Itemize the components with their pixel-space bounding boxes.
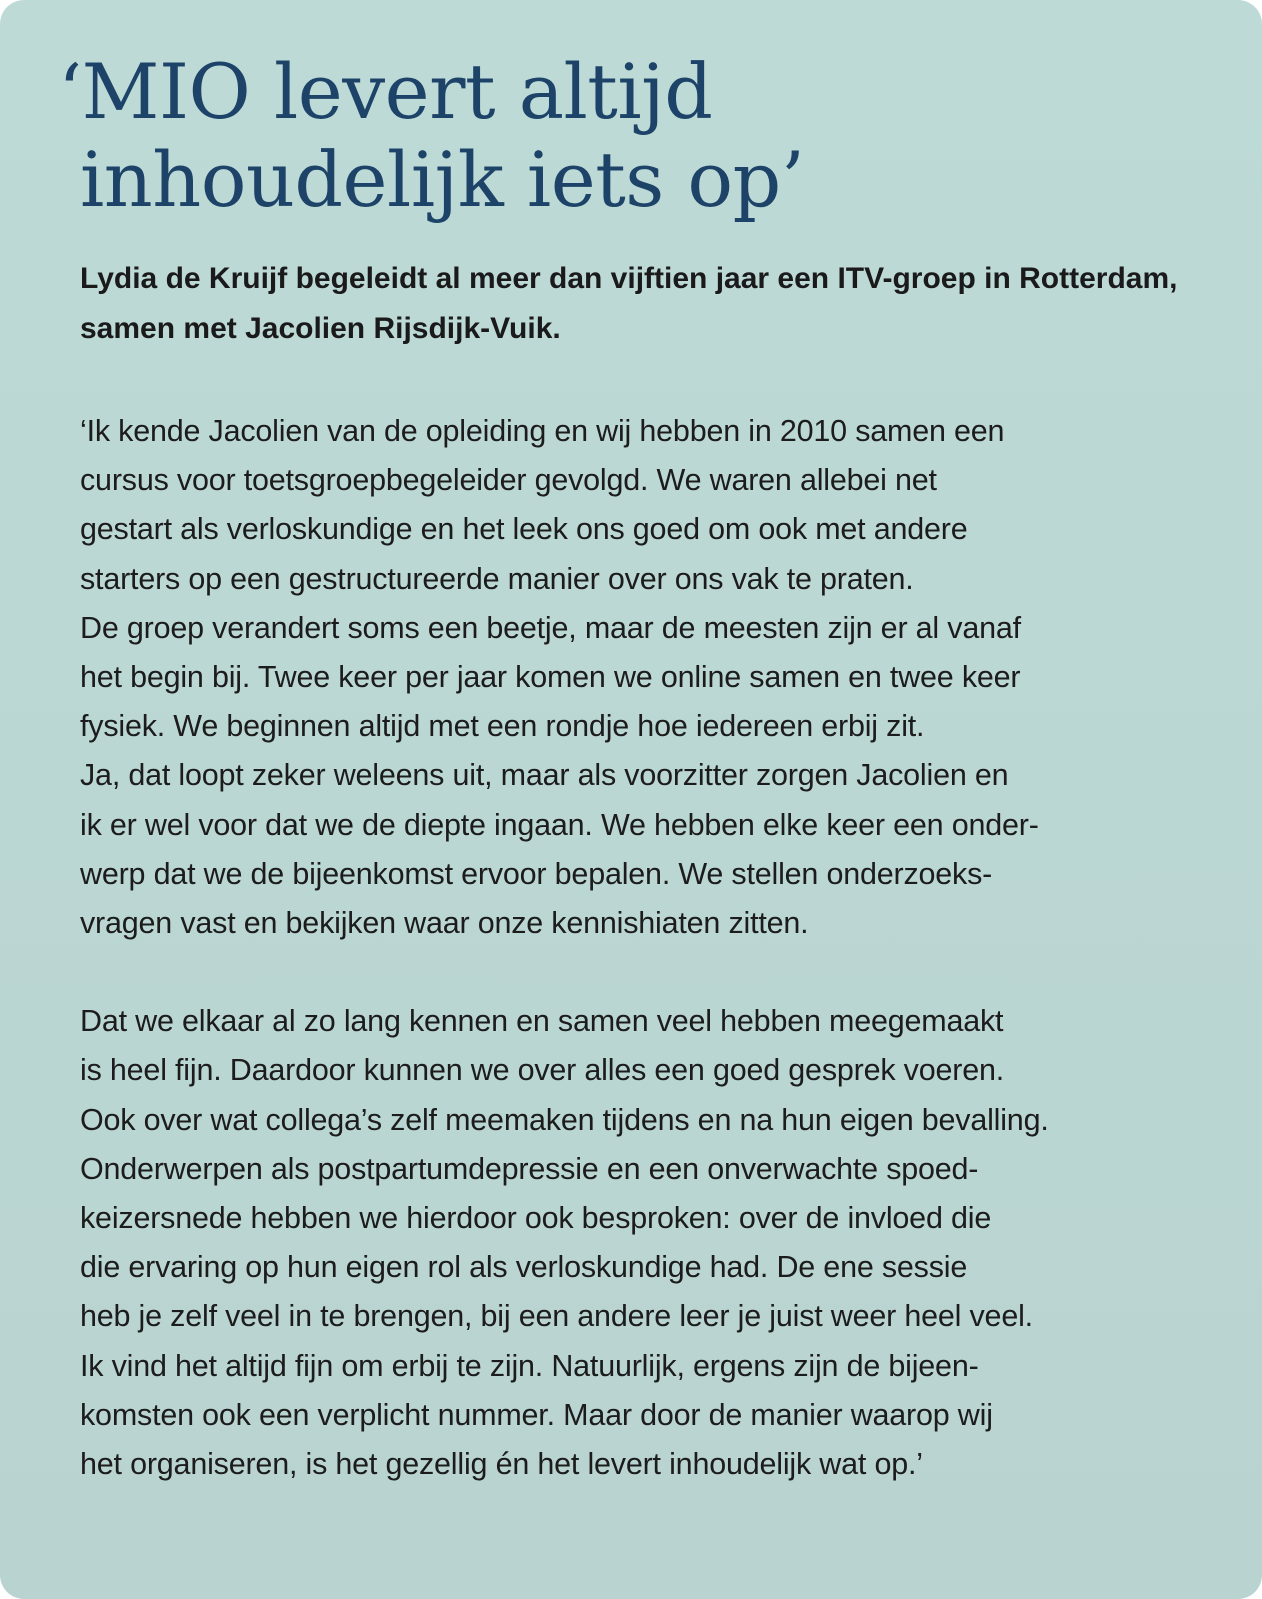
paragraph-line: ik er wel voor dat we de diepte ingaan. We hebben elke keer een onder- <box>80 807 1039 842</box>
paragraph-line: werp dat we de bijeenkomst ervoor bepalen. We stellen onderzoeks- <box>80 856 993 891</box>
title-line: ‘MIO levert altijd <box>58 47 713 136</box>
paragraph-line: gestart als verloskundige en het leek ons goed om ook met andere <box>80 512 968 547</box>
paragraph-line: heb je zelf veel in te brengen, bij een andere leer je juist weer heel veel. <box>80 1299 1033 1334</box>
body-paragraph-2 <box>80 997 1202 1489</box>
paragraph-line: keizersnede hebben we hierdoor ook besproken: over de invloed die <box>80 1201 992 1236</box>
paragraph-line: het organiseren, is het gezellig én het levert inhoudelijk wat op.’ <box>80 1447 923 1482</box>
paragraph-line: Ja, dat loopt zeker weleens uit, maar als voorzitter zorgen Jacolien en <box>80 758 1009 793</box>
paragraph-line: De groep verandert soms een beetje, maar de meesten zijn er al vanaf <box>80 610 1021 645</box>
paragraph-line: Ik vind het altijd fijn om erbij te zijn. Natuurlijk, ergens zijn de bijeen- <box>80 1348 979 1383</box>
lead-paragraph <box>80 254 1202 354</box>
article-title <box>58 47 1202 224</box>
paragraph-line: ‘Ik kende Jacolien van de opleiding en wij hebben in 2010 samen een <box>80 414 1005 448</box>
paragraph-line: starters op een gestructureerde manier over ons vak te praten. <box>80 561 914 596</box>
paragraph-line: Onderwerpen als postpartumdepressie en een onverwachte spoed- <box>80 1151 979 1186</box>
body-paragraph-1 <box>80 407 1202 948</box>
paragraph-line: vragen vast en bekijken waar onze kennishiaten zitten. <box>80 906 809 941</box>
paragraph-line: het begin bij. Twee keer per jaar komen we online samen en twee keer <box>80 660 1021 695</box>
paragraph-line: komsten ook een verplicht nummer. Maar door de manier waarop wij <box>80 1397 993 1432</box>
paragraph-line: die ervaring op hun eigen rol als verloskundige had. De ene sessie <box>80 1250 968 1285</box>
title-line: inhoudelijk iets op’ <box>80 135 805 224</box>
lead-line: Lydia de Kruijf begeleidt al meer dan vijftien jaar een ITV-groep in <box>80 262 1011 295</box>
paragraph-line: Dat we elkaar al zo lang kennen en samen veel hebben meegemaakt <box>80 1004 1004 1039</box>
paragraph-line: is heel fijn. Daardoor kunnen we over alles een goed gesprek voeren. <box>80 1053 1005 1088</box>
paragraph-line: cursus voor toetsgroepbegeleider gevolgd. We waren allebei net <box>80 463 937 498</box>
lead-line: Rotterdam, samen met Jacolien Rijsdijk-Vuik. <box>80 262 1178 345</box>
paragraph-line: Ook over wat collega’s zelf meemaken tijdens en na hun eigen bevalling. <box>80 1102 1049 1137</box>
paragraph-line: fysiek. We beginnen altijd met een rondje hoe iedereen erbij zit. <box>80 709 925 744</box>
